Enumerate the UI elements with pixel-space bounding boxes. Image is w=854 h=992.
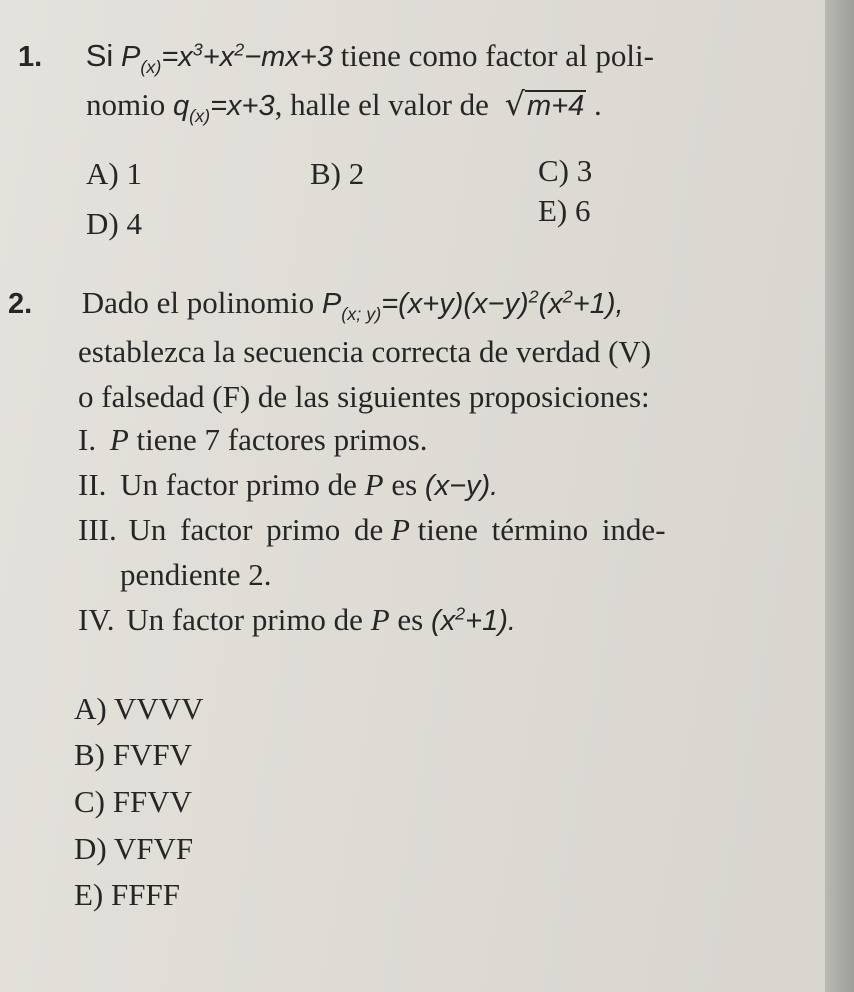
statement-3-continued: pendiente 2.	[120, 557, 272, 592]
problem-1-number: 1.	[18, 41, 43, 73]
square-root-expression: √m+4	[504, 85, 585, 123]
page-edge	[825, 0, 854, 992]
problem-2-number: 2.	[8, 288, 33, 320]
problem-1-line-2-lead: nomio	[86, 87, 166, 122]
problem-1-option-a[interactable]: A) 1	[86, 156, 142, 191]
problem-1-option-e[interactable]: E) 6	[538, 193, 591, 228]
statement-3: III. Un factor primo de P tiene término inde-	[78, 512, 666, 547]
problem-2-line-1	[8, 285, 624, 324]
polynomial-p-xy-expression: $P_{(x; y)}=(x+y)(x-y)^2(x^2+1)$,	[321, 286, 624, 324]
problem-2-option-d[interactable]: D) VFVF	[74, 831, 194, 866]
problem-2-option-e[interactable]: E) FFFF	[74, 877, 180, 912]
statement-2: II. Un factor primo de P es (x−y).	[78, 467, 499, 502]
problem-1-option-c[interactable]: C) 3	[538, 153, 593, 188]
problem-1-line-2	[86, 85, 602, 126]
problem-2-line-2: establezca la secuencia correcta de verdad (V)	[78, 334, 652, 369]
factor-q-expression: $q_{(x)}=x+3$	[172, 90, 275, 126]
problem-1-line-1-tail: tiene como factor al poli-	[340, 38, 654, 73]
problem-1-line-2-mid: , halle el valor de	[274, 87, 489, 122]
problem-2-option-b[interactable]: B) FVFV	[74, 737, 193, 772]
problem-2-line-3: o falsedad (F) de las siguientes proposiciones:	[78, 379, 650, 414]
statement-1: I. P tiene 7 factores primos.	[78, 422, 428, 457]
statement-4-expression: $(x^2+1)$.	[430, 603, 516, 637]
polynomial-p-expression: $P_{(x)}=x^3+x^2-mx+3$	[121, 39, 333, 77]
problem-2-option-a[interactable]: A) VVVV	[74, 691, 204, 726]
problem-2-option-c[interactable]: C) FFVV	[74, 784, 193, 819]
problem-2-line-1-text: Dado el polinomio	[81, 285, 315, 320]
statement-4: IV. Un factor primo de P es $(x^2+1)$.	[78, 602, 516, 637]
problem-1-option-b[interactable]: B) 2	[310, 156, 365, 191]
problem-1-option-d[interactable]: D) 4	[86, 206, 142, 241]
problem-1-line-1	[18, 38, 654, 77]
problem-1-intro: Si	[85, 38, 114, 73]
problem-1-line-2-end: .	[594, 87, 602, 122]
